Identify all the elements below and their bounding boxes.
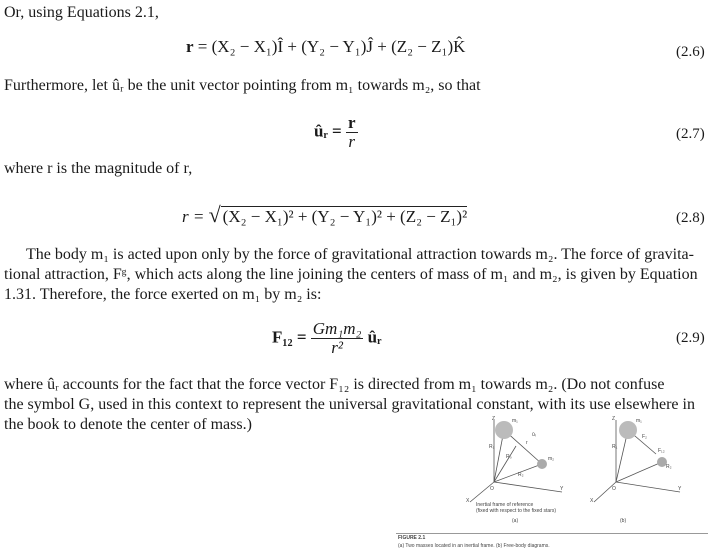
label-b-y: Y: [678, 486, 682, 492]
equation-2-6: [186, 37, 465, 57]
panel-a-mass-2: [537, 459, 547, 469]
equation-2-9: [272, 320, 381, 357]
label-a-r1: R₁: [489, 444, 495, 450]
label-a-r0: R₀: [506, 454, 512, 460]
label-b-f12: F₁₂: [658, 448, 665, 454]
figure-caption: [394, 534, 716, 550]
equation-number-2-8: (2.8): [676, 210, 705, 226]
label-a-m2: m₂: [548, 456, 555, 462]
label-b-x: X: [590, 498, 594, 504]
figure-2-1: [394, 412, 716, 549]
figure-caption-text: (a) Two masses located in an inertial frame. (b) Free-body diagrams.: [398, 543, 550, 549]
figure-caption-title: FIGURE 2.1: [398, 535, 426, 541]
equation-2-9-lhs: F₁₂ =: [272, 327, 307, 347]
equation-2-8-radicand: (X₂ − X₁)² + (Y₂ − Y₁)² + (Z₂ − Z₁)²: [222, 207, 468, 226]
intro-text: Or, using Equations 2.1,: [4, 4, 159, 21]
equation-2-7-denominator: r: [348, 132, 356, 151]
equation-2-7-fraction: [346, 114, 358, 151]
equation-2-7-numerator: r: [347, 113, 356, 132]
equation-number-2-7: (2.7): [676, 126, 705, 142]
sqrt-sign: √: [208, 202, 221, 227]
equation-2-7: [314, 114, 358, 151]
panel-b-mass-1: [619, 421, 637, 439]
panel-b-r2-vector: [616, 462, 662, 482]
equation-number-2-6: (2.6): [676, 44, 705, 60]
equation-number-2-9: (2.9): [676, 330, 705, 346]
panel-b-x-axis: [594, 482, 616, 502]
paragraph-body-line-3: 1.31. Therefore, the force exerted on m₁ by m₂ is:: [4, 286, 322, 303]
label-a-z: Z: [492, 416, 496, 422]
panel-b: [594, 420, 680, 502]
inertial-note-line-1: Inertial frame of reference: [476, 502, 534, 508]
label-a-y: Y: [560, 486, 564, 492]
label-a-r2: R₂: [518, 472, 524, 478]
equation-2-8: [182, 202, 467, 228]
equation-2-6-lhs: r: [186, 37, 194, 56]
label-a-o: O: [490, 486, 494, 492]
label-a-ur: ûᵣ: [532, 432, 536, 438]
equation-2-9-fraction: [311, 320, 364, 357]
paragraph-body-line-1: The body m₁ is acted upon only by the force of gravitational attraction towards m₂. The force of gravita-: [26, 246, 694, 263]
subfigure-a-label: (a): [512, 518, 519, 524]
figure-diagram: [394, 412, 716, 528]
paragraph-body-line-2: tional attraction, Fᵍ, which acts along the line joining the centers of mass of m₁ and m₂, is given by Equation: [4, 266, 698, 283]
paragraph-magnitude: where r is the magnitude of r,: [4, 160, 193, 177]
label-b-r2: R₂: [666, 464, 672, 470]
paragraph-unit-vector: Furthermore, let ûᵣ be the unit vector pointing from m₁ towards m₂, so that: [4, 77, 481, 94]
panel-b-y-axis: [616, 482, 680, 492]
label-a-x: X: [466, 498, 470, 504]
subfigure-b-label: (b): [620, 518, 627, 524]
inertial-note-line-2: (fixed with respect to the fixed stars): [476, 508, 557, 514]
label-a-m1: m₁: [512, 418, 518, 424]
equation-2-8-lhs: r =: [182, 207, 205, 226]
panel-a-y-axis: [494, 482, 562, 492]
equation-2-9-tail: ûᵣ: [367, 327, 382, 347]
paragraph-where-line-3: the book to denote the center of mass.): [4, 416, 252, 433]
paragraph-where-line-2: the symbol G, used in this context to represent the universal gravitational constant, with its use elsewhere in: [4, 396, 695, 413]
panel-a-x-axis: [470, 482, 494, 502]
label-b-r1: R₁: [612, 444, 618, 450]
equation-2-6-rhs: = (X₂ − X₁)Î + (Y₂ − Y₁)Ĵ + (Z₂ − Z₁)K̂: [197, 37, 466, 56]
label-b-o: O: [612, 486, 616, 492]
label-b-z: Z: [612, 416, 616, 422]
panel-a-mass-1: [495, 421, 513, 439]
label-a-r: r: [526, 440, 528, 446]
label-b-m1: m₁: [636, 418, 642, 424]
equation-2-9-denominator: r²: [331, 338, 343, 357]
equation-2-7-lhs: ûᵣ =: [314, 121, 342, 141]
paragraph-where-line-1: where ûᵣ accounts for the fact that the force vector F₁₂ is directed from m₁ towards m₂. (Do not confuse: [4, 376, 665, 393]
equation-2-9-numerator: Gm₁m₂: [312, 319, 362, 338]
label-b-f2: F₂: [642, 434, 647, 440]
